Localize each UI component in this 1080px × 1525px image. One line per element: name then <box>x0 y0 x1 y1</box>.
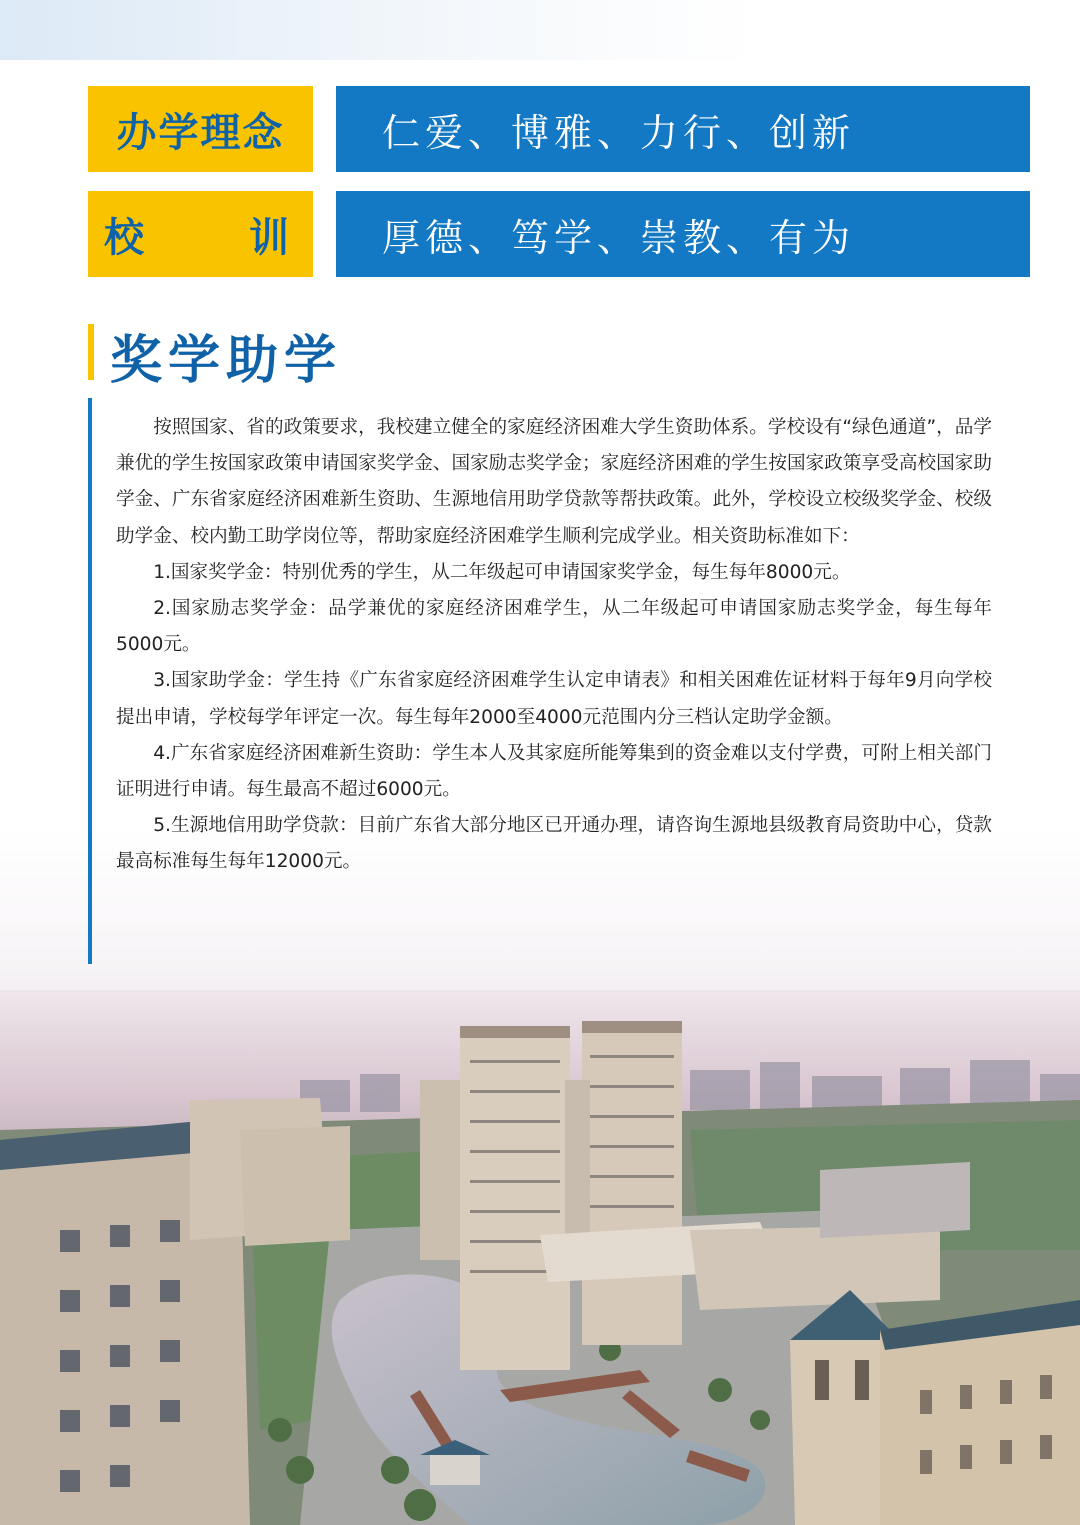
top-gradient <box>0 0 1080 60</box>
intro-paragraph: 按照国家、省的政策要求，我校建立健全的家庭经济困难大学生资助体系。学校设有“绿色通道”，品学兼优的学生按国家政策申请国家奖学金、国家励志奖学金；家庭经济困难的学生按国家政策享受高校国家助学金、广东省家庭经济困难新生资助、生源地信用助学贷款等帮扶政策。此外，学校设立校级奖学金、校级助学金、校内勤工助学岗位等，帮助家庭经济困难学生顺利完成学业。相关资助标准如下： <box>116 417 992 547</box>
motto-value-box <box>336 86 1030 172</box>
school-motto-value: 厚德、笃学、崇教、有为 <box>382 215 856 260</box>
section-body <box>116 410 992 881</box>
campus-aerial-photo <box>0 830 1080 1525</box>
school-motto-value-box <box>336 191 1030 277</box>
list-item: 2.国家励志奖学金：品学兼优的家庭经济困难学生，从二年级起可申请国家励志奖学金，每生每年5000元。 <box>116 598 992 656</box>
list-item: 3.国家助学金：学生持《广东省家庭经济困难学生认定申请表》和相关困难佐证材料于每年9月向学校提出申请，学校每学年评定一次。每生每年2000至4000元范围内分三档认定助学金额。 <box>116 670 992 728</box>
motto-value: 仁爱、博雅、力行、创新 <box>382 110 856 155</box>
school-motto-label-box <box>88 191 313 277</box>
motto-row <box>88 86 1030 172</box>
school-motto-row <box>88 191 1030 277</box>
title-accent-bar <box>88 324 94 380</box>
motto-label-box <box>88 86 313 172</box>
list-item: 5.生源地信用助学贷款：目前广东省大部分地区已开通办理，请咨询生源地县级教育局资助中心，贷款最高标准每生每年12000元。 <box>116 815 992 873</box>
body-accent-bar <box>88 398 92 964</box>
motto-label: 办学理念 <box>116 108 285 156</box>
school-motto-label-right: 训 <box>249 213 291 261</box>
list-item: 4.广东省家庭经济困难新生资助：学生本人及其家庭所能筹集到的资金难以支付学费，可附上相关部门证明进行申请。每生最高不超过6000元。 <box>116 742 992 801</box>
list-item: 1.国家奖学金：特别优秀的学生，从二年级起可申请国家奖学金，每生每年8000元。 <box>153 561 851 583</box>
school-motto-label-left: 校 <box>104 213 146 261</box>
section-title: 奖学助学 <box>110 330 343 391</box>
